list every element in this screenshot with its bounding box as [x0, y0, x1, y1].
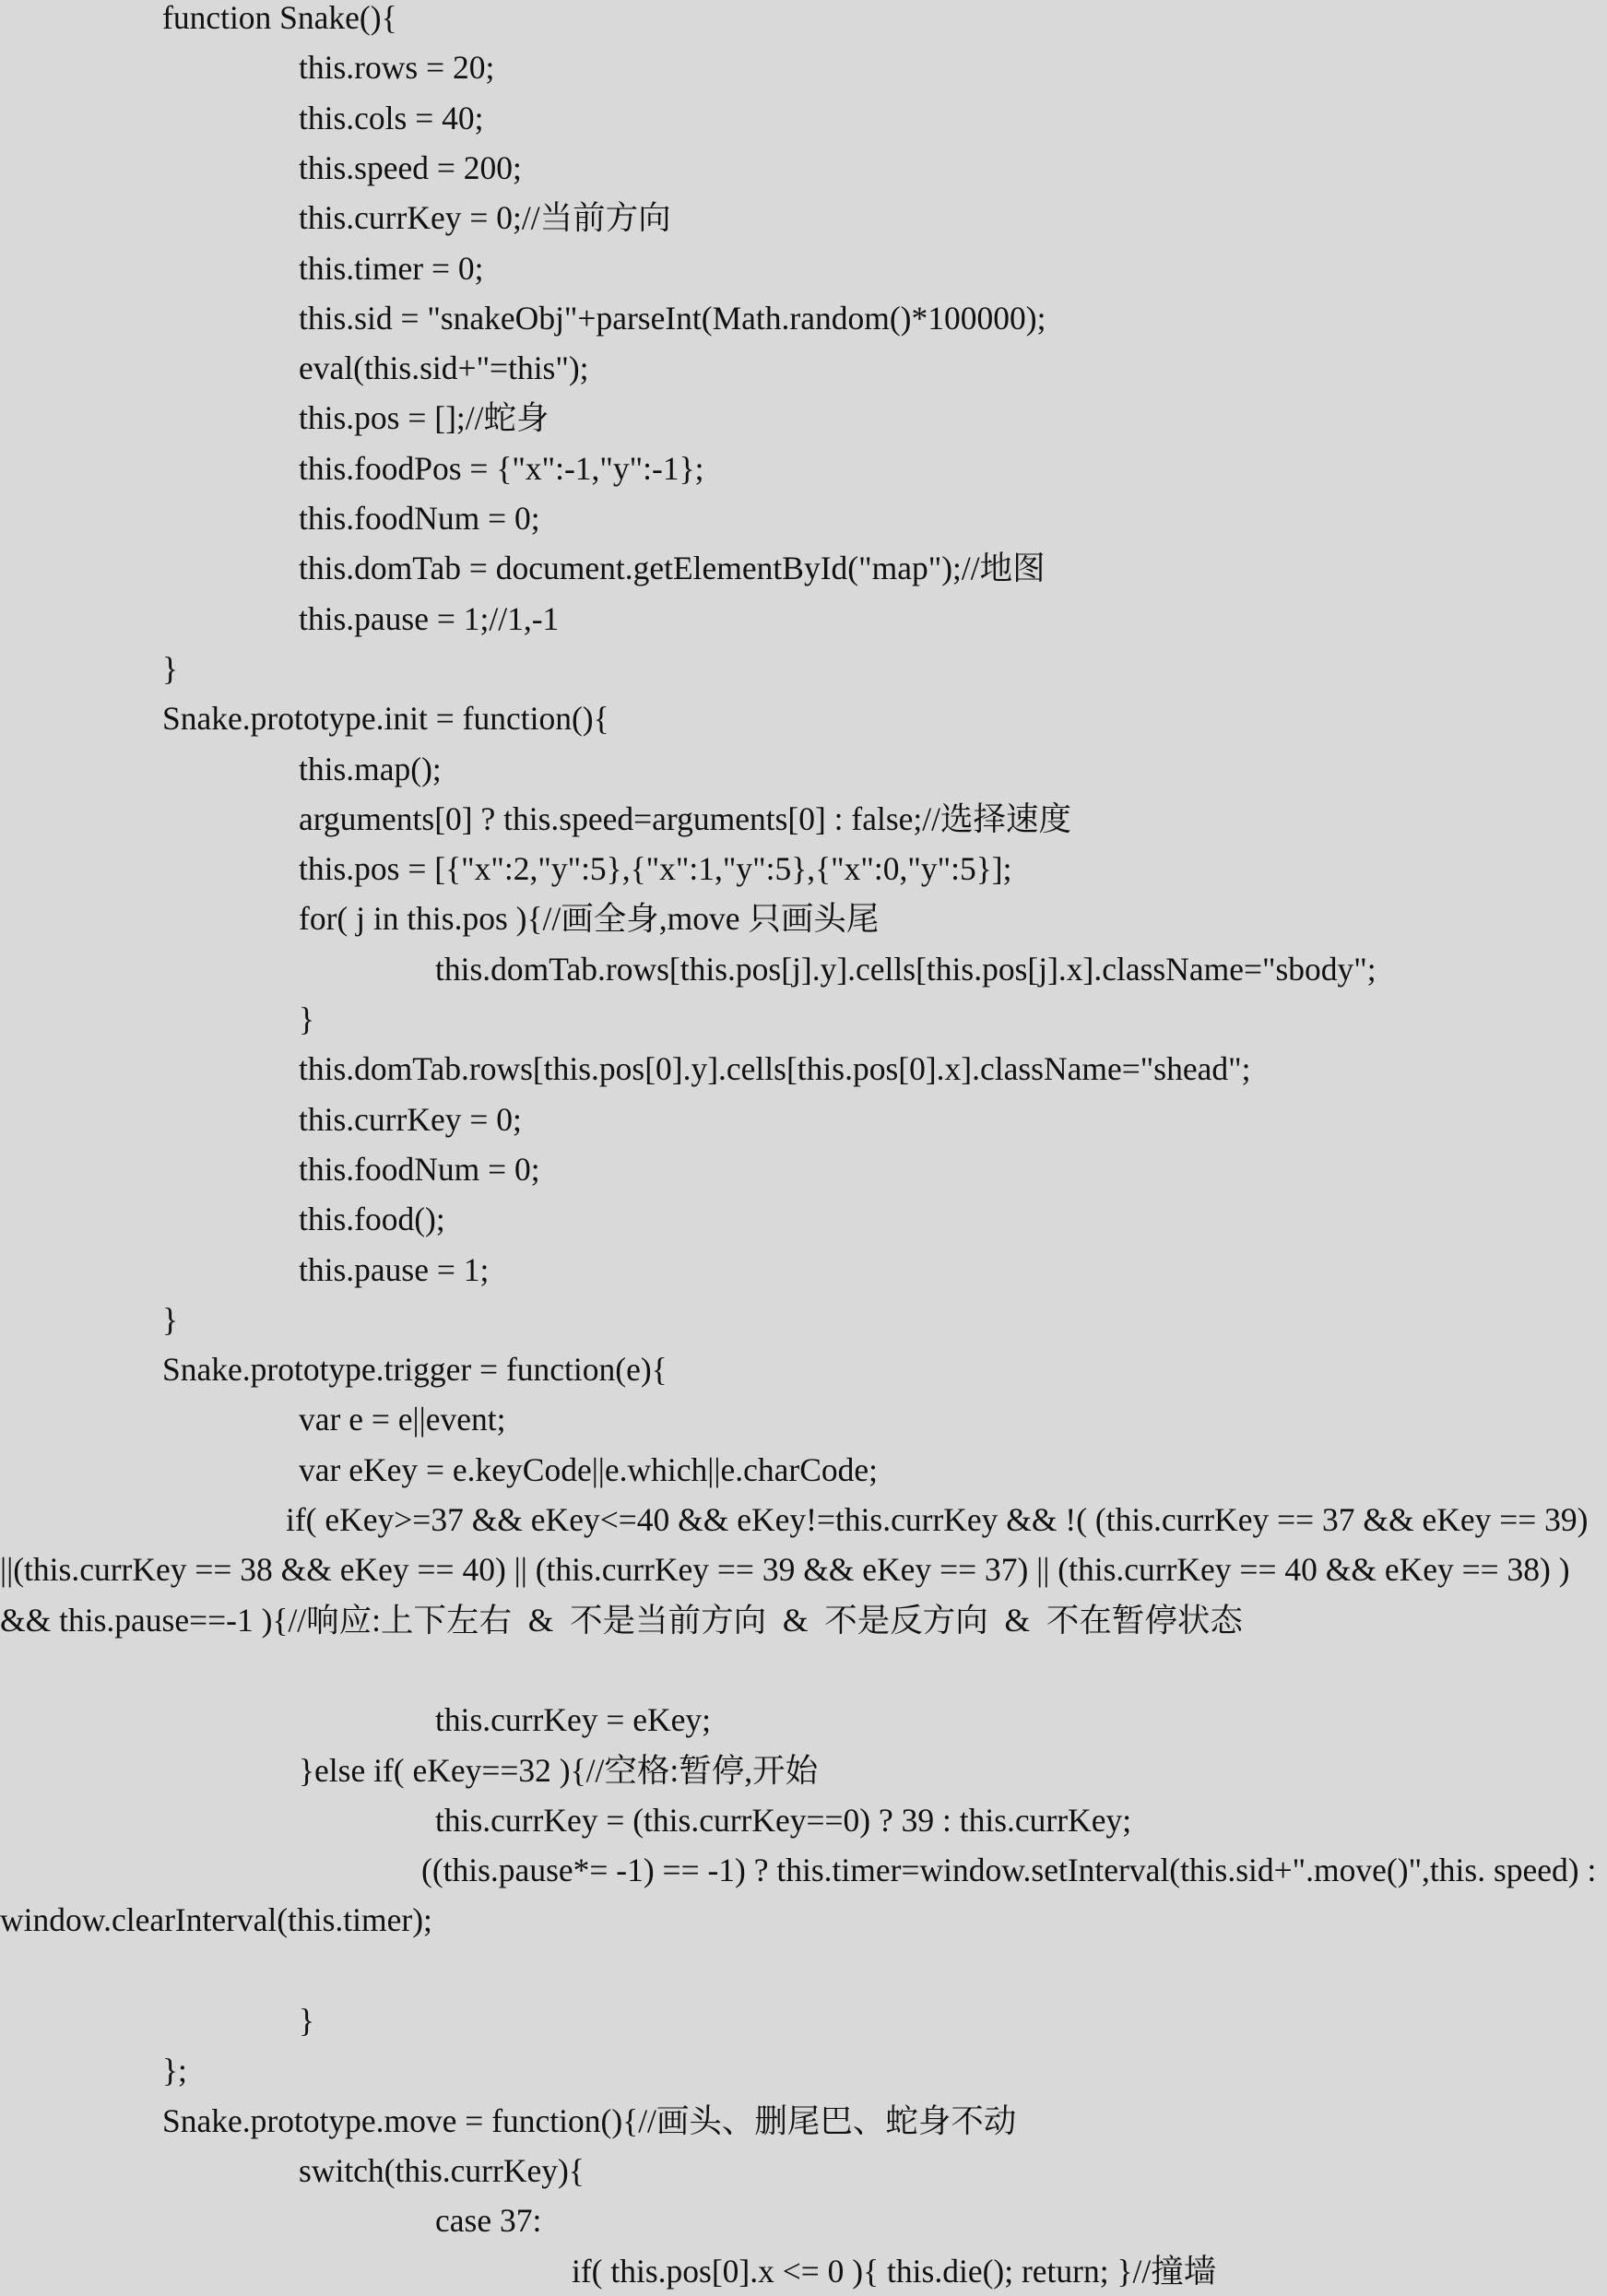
- code-line: this.domTab = document.getElementById("map");//地图: [299, 550, 1046, 587]
- code-line: case 37:: [435, 2202, 542, 2240]
- code-line: }: [162, 649, 179, 687]
- code-line: this.speed = 200;: [299, 148, 522, 186]
- code-line: }: [299, 1000, 315, 1037]
- code-line: this.foodPos = {"x":-1,"y":-1};: [299, 449, 704, 487]
- code-line: function Snake(){: [162, 0, 397, 36]
- code-line: this.currKey = 0;//当前方向: [299, 199, 671, 237]
- code-line: [0, 1645, 1607, 1695]
- code-line: var eKey = e.keyCode||e.which||e.charCode;: [299, 1450, 879, 1488]
- code-line: ((this.pause*= -1) == -1) ? this.timer=window.setInterval(this.sid+".move()",this. speed) :: [421, 1852, 1597, 1889]
- code-line: if( this.pos[0].x <= 0 ){ this.die(); return; }//撞墙: [572, 2252, 1217, 2290]
- code-line: for( j in this.pos ){//画全身,move 只画头尾: [299, 900, 880, 938]
- code-line: this.sid = "snakeObj"+parseInt(Math.random()*100000);: [299, 299, 1046, 337]
- code-line: this.domTab.rows[this.pos[0].y].cells[this.pos[0].x].className="shead";: [299, 1050, 1251, 1088]
- code-line: Snake.prototype.trigger = function(e){: [162, 1351, 668, 1389]
- code-line: this.domTab.rows[this.pos[j].y].cells[this.pos[j].x].className="sbody";: [435, 950, 1377, 988]
- code-line: this.pause = 1;//1,-1: [299, 599, 560, 637]
- code-line: this.foodNum = 0;: [299, 500, 540, 537]
- code-line: this.currKey = (this.currKey==0) ? 39 : this.currKey;: [435, 1801, 1132, 1839]
- code-line: }else if( eKey==32 ){//空格:暂停,开始: [299, 1751, 819, 1789]
- code-line: Snake.prototype.init = function(){: [162, 700, 609, 738]
- code-line: this.timer = 0;: [299, 249, 484, 287]
- code-line: this.map();: [299, 750, 442, 787]
- code-line: var e = e||event;: [299, 1401, 506, 1438]
- code-line: this.rows = 20;: [299, 49, 495, 87]
- code-line: };: [162, 2052, 187, 2089]
- code-line: this.cols = 40;: [299, 99, 484, 136]
- code-line: this.pos = [];//蛇身: [299, 399, 549, 437]
- code-line: Snake.prototype.move = function(){//画头、删尾巴、蛇身不动: [162, 2101, 1017, 2139]
- code-line: this.pos = [{"x":2,"y":5},{"x":1,"y":5},{"x":0,"y":5}];: [299, 850, 1012, 888]
- code-line: this.currKey = 0;: [299, 1100, 522, 1138]
- code-line: this.foodNum = 0;: [299, 1150, 540, 1188]
- code-line: [0, 1946, 1607, 1995]
- code-line: arguments[0] ? this.speed=arguments[0] : false;//选择速度: [299, 799, 1071, 837]
- code-line: this.food();: [299, 1201, 445, 1238]
- code-line: window.clearInterval(this.timer);: [0, 1901, 432, 1939]
- code-line: eval(this.sid+"=this");: [299, 349, 589, 387]
- code-line: switch(this.currKey){: [299, 2151, 585, 2189]
- code-line: }: [162, 1300, 179, 1338]
- code-line: this.currKey = eKey;: [435, 1701, 711, 1739]
- code-line: this.pause = 1;: [299, 1250, 490, 1288]
- code-line: }: [299, 2002, 315, 2039]
- code-line: && this.pause==-1 ){//响应:上下左右 & 不是当前方向 & 不是反方向 & 不在暂停状态: [0, 1601, 1243, 1639]
- code-line: if( eKey>=37 && eKey<=40 && eKey!=this.currKey && !( (this.currKey == 37 && eKey == 39): [286, 1501, 1589, 1538]
- code-line: ||(this.currKey == 38 && eKey == 40) || (this.currKey == 39 && eKey == 37) || (this.currKey == 40 && eKey == 38) ): [0, 1551, 1570, 1589]
